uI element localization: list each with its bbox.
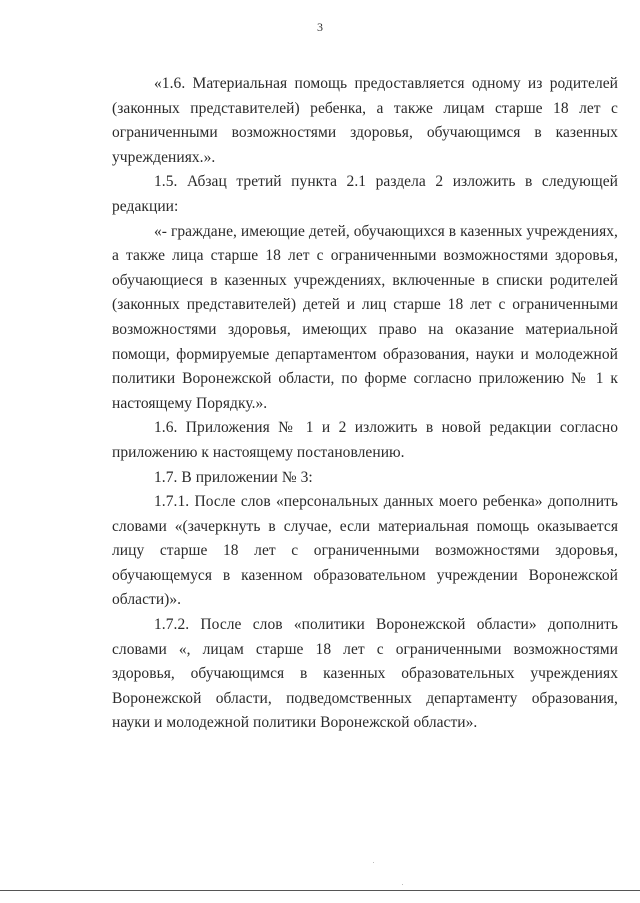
document-body: [112, 72, 618, 736]
scan-speck: [373, 862, 374, 863]
paragraph-1-5: 1.5. Абзац третий пункта 2.1 раздела 2 изложить в следующей редакции:: [112, 173, 618, 215]
page-number: 3: [317, 20, 323, 34]
paragraph-1-6: 1.6. Приложения № 1 и 2 изложить в новой редакции согласно приложению к настоящему постановлению.: [112, 419, 618, 461]
paragraph-1-7: 1.7. В приложении № 3:: [154, 468, 313, 486]
paragraph-1-7-1: 1.7.1. После слов «персональных данных моего ребенка» дополнить словами «(зачеркнуть в случае, если материальная помощь оказывается лицу старше 18 лет с ограниченными возможностями здоровья, обучающемуся в казенном образовательном учреждении Воронежской области)».: [112, 493, 618, 609]
paragraph-1-5-text: «- граждане, имеющие детей, обучающихся в казенных учреждениях, а также лица старше 18 лет с ограниченными возможностями здоровья, обучающиеся в казенных учреждениях, включенные в списки родителей (законных представителей) детей и лиц старше 18 лет с ограниченными возможностями здоровья, имеющих право на оказание материальной помощи, формируемые департаментом образования, науки и молодежной политики Воронежской области, по форме согласно приложению № 1 к настоящему Порядку.».: [112, 222, 618, 412]
page-bottom-edge: [0, 890, 640, 891]
paragraph-1-7-2: 1.7.2. После слов «политики Воронежской области» дополнить словами «, лицам старше 18 лет с ограниченными возможностями здоровья, обучающимся в казенных образовательных учреждениях Воронежской области, подведомственных департаменту образования, науки и молодежной политики Воронежской области».: [112, 616, 618, 732]
paragraph-1-6-text: «1.6. Материальная помощь предоставляется одному из родителей (законных представителей) ребенка, а также лицам старше 18 лет с ограниченными возможностями здоровья, обучающимся в казенных учреждениях.».: [112, 75, 618, 166]
scan-speck: [402, 884, 403, 885]
